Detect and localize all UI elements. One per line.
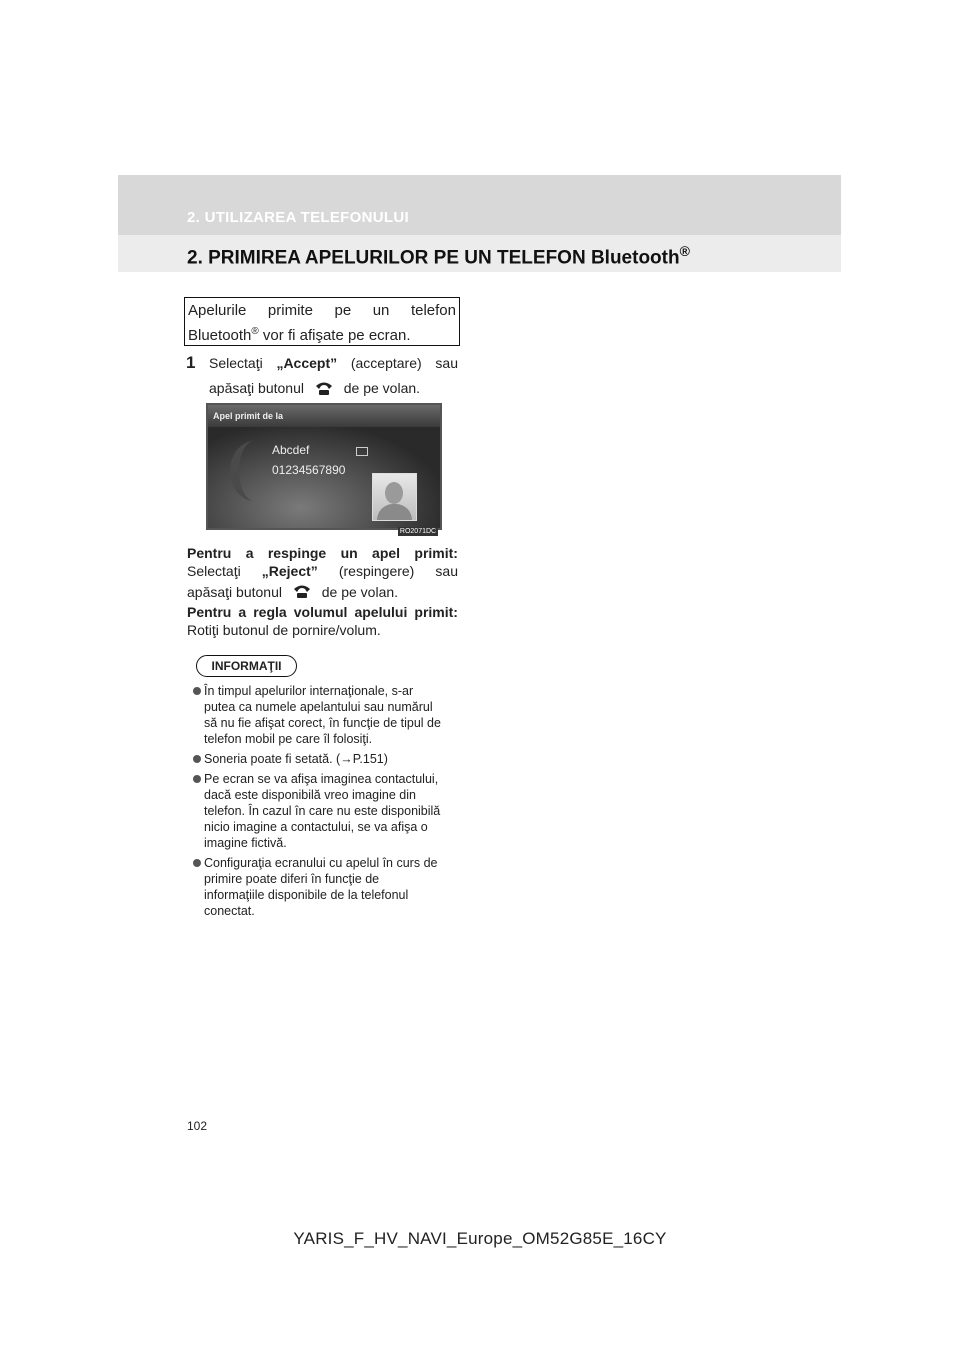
- word: Selectaţi: [187, 563, 241, 579]
- caller-number: 01234567890: [272, 463, 346, 477]
- info-line: conectat.: [204, 904, 255, 918]
- info-line: putea ca numele apelantului sau numărul: [204, 700, 433, 714]
- page-number: 102: [187, 1119, 208, 1133]
- avatar-shoulders: [377, 504, 412, 520]
- step-1-line-2: [209, 380, 420, 399]
- reject-line-3: [187, 583, 458, 603]
- info-text: [204, 771, 461, 851]
- info-line: informaţiile disponibile de la telefonul: [204, 888, 409, 902]
- word: respinge: [267, 545, 327, 561]
- volume-heading: [187, 603, 458, 621]
- info-line: telefon. În cazul în care nu este disponibilă: [204, 804, 441, 818]
- word: Pentru: [187, 545, 232, 561]
- bullet-icon: [193, 687, 201, 695]
- volume-text: Rotiţi butonul de pornire/volum.: [187, 622, 381, 638]
- step-word: (acceptare): [350, 355, 422, 371]
- document-code: YARIS_F_HV_NAVI_Europe_OM52G85E_16CY: [293, 1229, 667, 1248]
- page-title-text: 2. PRIMIREA APELURILOR PE UN TELEFON Bluetooth: [187, 247, 680, 269]
- info-text: [204, 855, 461, 919]
- reject-keyword: „Reject”: [261, 563, 318, 579]
- info-line: imagine fictivă.: [204, 836, 287, 850]
- word: primit:: [414, 545, 458, 561]
- intro-word: un: [372, 302, 390, 319]
- word: volumul: [293, 604, 348, 620]
- step-text: apăsaţi butonul: [209, 380, 304, 397]
- intro-line-2: [188, 322, 411, 346]
- bullet-icon: [193, 755, 201, 763]
- incoming-call-screenshot: [206, 403, 442, 530]
- intro-bluetooth: Bluetooth: [188, 327, 252, 344]
- info-text: [204, 751, 461, 767]
- contact-card-icon: [356, 447, 368, 456]
- volume-section: [187, 603, 458, 639]
- text: de pe volan.: [321, 584, 399, 600]
- reject-heading: [187, 544, 458, 580]
- info-line: primire poate diferi în funcţie de: [204, 872, 380, 886]
- phone-hang-up-icon: [292, 583, 312, 603]
- screen-body: [208, 427, 440, 528]
- intro-box: [184, 297, 460, 346]
- intro-line-1: [188, 301, 456, 321]
- word: primit:: [414, 604, 458, 620]
- info-line: să nu fie afişat corect, în funcţie de tipul de: [204, 716, 441, 730]
- word: Pentru: [187, 604, 232, 620]
- word: a: [245, 545, 254, 561]
- reject-line-2: [187, 562, 458, 580]
- registered-mark: ®: [251, 326, 259, 337]
- step-number: 1: [186, 353, 196, 372]
- step-1-line-1: [209, 355, 458, 371]
- registered-mark: ®: [679, 243, 690, 259]
- page-title: [187, 243, 690, 269]
- section-label: 2. UTILIZAREA TELEFONULUI: [187, 209, 409, 226]
- word: apelului: [354, 604, 408, 620]
- intro-rest: vor fi afişate pe ecran.: [258, 327, 411, 344]
- image-code: RO2071DC: [399, 528, 437, 535]
- intro-word: primite: [267, 302, 313, 319]
- avatar-head: [385, 482, 403, 504]
- info-line: Configuraţia ecranului cu apelul în curs de: [204, 856, 438, 870]
- step-text: de pe volan.: [343, 380, 421, 397]
- bullet-icon: [193, 859, 201, 867]
- info-line: În timpul apelurilor internaţionale, s-ar: [204, 684, 414, 698]
- word: (respingere): [338, 563, 415, 579]
- caller-name: Abcdef: [272, 443, 310, 457]
- reject-heading-line: [187, 544, 458, 562]
- info-text: [204, 683, 461, 747]
- phone-off-hook-icon: [314, 380, 334, 399]
- step-word: sau: [435, 355, 458, 371]
- info-line: nicio imagine a contactului, se va afişa o: [204, 820, 428, 834]
- step-word: Selectaţi: [209, 355, 263, 371]
- info-label: INFORMAŢII: [196, 655, 297, 677]
- contact-avatar: [372, 473, 417, 521]
- info-line: telefon mobil pe care îl folosiţi.: [204, 732, 373, 746]
- word: a: [238, 604, 247, 620]
- intro-word: pe: [334, 302, 352, 319]
- text: apăsaţi butonul: [187, 584, 282, 600]
- screen-header: Apel primit de la: [208, 405, 440, 427]
- intro-word: Apelurile: [188, 302, 247, 319]
- word: regla: [253, 604, 287, 620]
- intro-word: telefon: [410, 302, 456, 319]
- bullet-icon: [193, 775, 201, 783]
- word: sau: [435, 563, 458, 579]
- info-line: Soneria poate fi setată. (→P.151): [204, 752, 388, 766]
- accept-keyword: „Accept”: [276, 355, 338, 371]
- word: un: [340, 545, 358, 561]
- info-line: Pe ecran se va afişa imaginea contactului,: [204, 772, 439, 786]
- info-line: dacă este disponibilă vreo imagine din: [204, 788, 416, 802]
- word: apel: [372, 545, 401, 561]
